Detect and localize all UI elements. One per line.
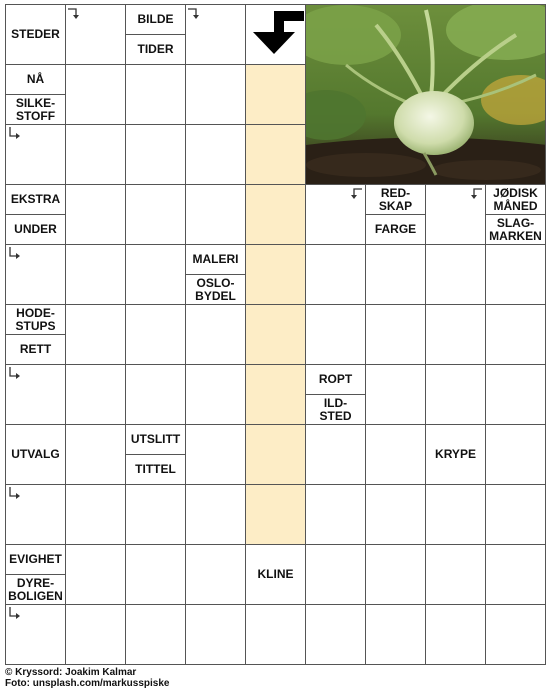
answer-cell[interactable] bbox=[65, 484, 126, 545]
clue-oslobydel: OSLO- BYDEL bbox=[185, 274, 246, 305]
answer-cell[interactable] bbox=[365, 424, 426, 485]
answer-cell[interactable] bbox=[125, 64, 186, 125]
answer-cell[interactable] bbox=[425, 604, 486, 665]
answer-cell[interactable] bbox=[65, 64, 126, 125]
answer-cell[interactable] bbox=[245, 184, 306, 245]
clue-maleri: MALERI bbox=[185, 244, 246, 275]
answer-cell[interactable] bbox=[125, 484, 186, 545]
clue-rett: RETT bbox=[5, 334, 66, 365]
answer-cell[interactable] bbox=[485, 544, 546, 605]
answer-cell[interactable] bbox=[65, 364, 126, 425]
clue-naa: NÅ bbox=[5, 64, 66, 95]
answer-cell[interactable] bbox=[305, 304, 366, 365]
clue-evighet: EVIGHET bbox=[5, 544, 66, 575]
clue-ekstra: EKSTRA bbox=[5, 184, 66, 215]
answer-cell[interactable] bbox=[185, 304, 246, 365]
answer-cell[interactable] bbox=[485, 304, 546, 365]
answer-cell[interactable] bbox=[425, 244, 486, 305]
arrow-down-right-icon bbox=[7, 246, 21, 260]
answer-cell[interactable] bbox=[65, 244, 126, 305]
answer-cell[interactable] bbox=[245, 124, 306, 185]
clue-utslitt: UTSLITT bbox=[125, 424, 186, 455]
clue-utvalg: UTVALG bbox=[5, 424, 66, 485]
answer-cell[interactable] bbox=[185, 124, 246, 185]
clue-under: UNDER bbox=[5, 214, 66, 245]
clue-farge: FARGE bbox=[365, 214, 426, 245]
answer-cell[interactable] bbox=[125, 124, 186, 185]
answer-cell[interactable] bbox=[425, 364, 486, 425]
big-down-arrow-icon bbox=[245, 4, 305, 64]
answer-cell[interactable] bbox=[125, 244, 186, 305]
answer-cell[interactable] bbox=[305, 604, 366, 665]
answer-cell[interactable] bbox=[245, 304, 306, 365]
arrow-down-right-icon bbox=[7, 606, 21, 620]
crossword-credit: © Kryssord: Joakim Kalmar bbox=[5, 667, 137, 678]
answer-cell[interactable] bbox=[305, 424, 366, 485]
answer-cell[interactable] bbox=[365, 484, 426, 545]
answer-cell[interactable] bbox=[245, 484, 306, 545]
arrow-down-right-icon bbox=[7, 366, 21, 380]
answer-cell[interactable] bbox=[125, 364, 186, 425]
answer-cell[interactable] bbox=[125, 184, 186, 245]
answer-cell[interactable] bbox=[245, 604, 306, 665]
clue-ildsted: ILD- STED bbox=[305, 394, 366, 425]
clue-redskap: RED- SKAP bbox=[365, 184, 426, 215]
answer-cell[interactable] bbox=[485, 364, 546, 425]
clue-ropt: ROPT bbox=[305, 364, 366, 395]
answer-cell[interactable] bbox=[245, 244, 306, 305]
clue-jodisk-maaned: JØDISK MÅNED bbox=[485, 184, 546, 215]
clue-slagmarken: SLAG- MARKEN bbox=[485, 214, 546, 245]
answer-cell[interactable] bbox=[65, 424, 126, 485]
answer-cell[interactable] bbox=[485, 244, 546, 305]
answer-cell[interactable] bbox=[65, 604, 126, 665]
kohlrabi-plant-image bbox=[306, 5, 546, 185]
answer-cell[interactable] bbox=[185, 64, 246, 125]
answer-cell[interactable] bbox=[305, 244, 366, 305]
clue-hodestups: HODE- STUPS bbox=[5, 304, 66, 335]
answer-cell[interactable] bbox=[185, 604, 246, 665]
clue-tider: TIDER bbox=[125, 34, 186, 65]
kohlrabi-photo bbox=[305, 4, 546, 185]
answer-cell[interactable] bbox=[245, 364, 306, 425]
answer-cell[interactable] bbox=[425, 544, 486, 605]
clue-kline: KLINE bbox=[245, 544, 306, 605]
answer-cell[interactable] bbox=[365, 364, 426, 425]
answer-cell[interactable] bbox=[65, 184, 126, 245]
answer-cell[interactable] bbox=[245, 424, 306, 485]
answer-cell[interactable] bbox=[125, 544, 186, 605]
clue-silkestoff: SILKE- STOFF bbox=[5, 94, 66, 125]
answer-cell[interactable] bbox=[305, 544, 366, 605]
answer-cell[interactable] bbox=[305, 484, 366, 545]
clue-tittel: TITTEL bbox=[125, 454, 186, 485]
answer-cell[interactable] bbox=[425, 484, 486, 545]
answer-cell[interactable] bbox=[365, 244, 426, 305]
clue-steder: STEDER bbox=[5, 4, 66, 65]
arrow-left-down-icon bbox=[349, 186, 363, 200]
answer-cell[interactable] bbox=[65, 544, 126, 605]
arrow-right-down-icon bbox=[67, 6, 81, 20]
answer-cell[interactable] bbox=[125, 304, 186, 365]
arrow-down-right-icon bbox=[7, 486, 21, 500]
answer-cell[interactable] bbox=[365, 604, 426, 665]
answer-cell[interactable] bbox=[485, 604, 546, 665]
answer-cell[interactable] bbox=[365, 304, 426, 365]
answer-cell[interactable] bbox=[185, 544, 246, 605]
answer-cell[interactable] bbox=[65, 304, 126, 365]
answer-cell[interactable] bbox=[425, 304, 486, 365]
photo-credit: Foto: unsplash.com/markusspiske bbox=[5, 678, 170, 689]
answer-cell[interactable] bbox=[485, 424, 546, 485]
clue-dyreboligen: DYRE- BOLIGEN bbox=[5, 574, 66, 605]
arrow-left-down-icon bbox=[469, 186, 483, 200]
credits bbox=[5, 667, 170, 689]
answer-cell[interactable] bbox=[245, 64, 306, 125]
answer-cell[interactable] bbox=[185, 424, 246, 485]
clue-krype: KRYPE bbox=[425, 424, 486, 485]
arrow-right-down-icon bbox=[187, 6, 201, 20]
clue-bilde: BILDE bbox=[125, 4, 186, 35]
arrow-down-right-icon bbox=[7, 126, 21, 140]
answer-cell[interactable] bbox=[185, 364, 246, 425]
answer-cell[interactable] bbox=[365, 544, 426, 605]
answer-cell[interactable] bbox=[65, 124, 126, 185]
answer-cell[interactable] bbox=[185, 184, 246, 245]
answer-cell[interactable] bbox=[125, 604, 186, 665]
answer-cell[interactable] bbox=[185, 484, 246, 545]
answer-cell[interactable] bbox=[485, 484, 546, 545]
